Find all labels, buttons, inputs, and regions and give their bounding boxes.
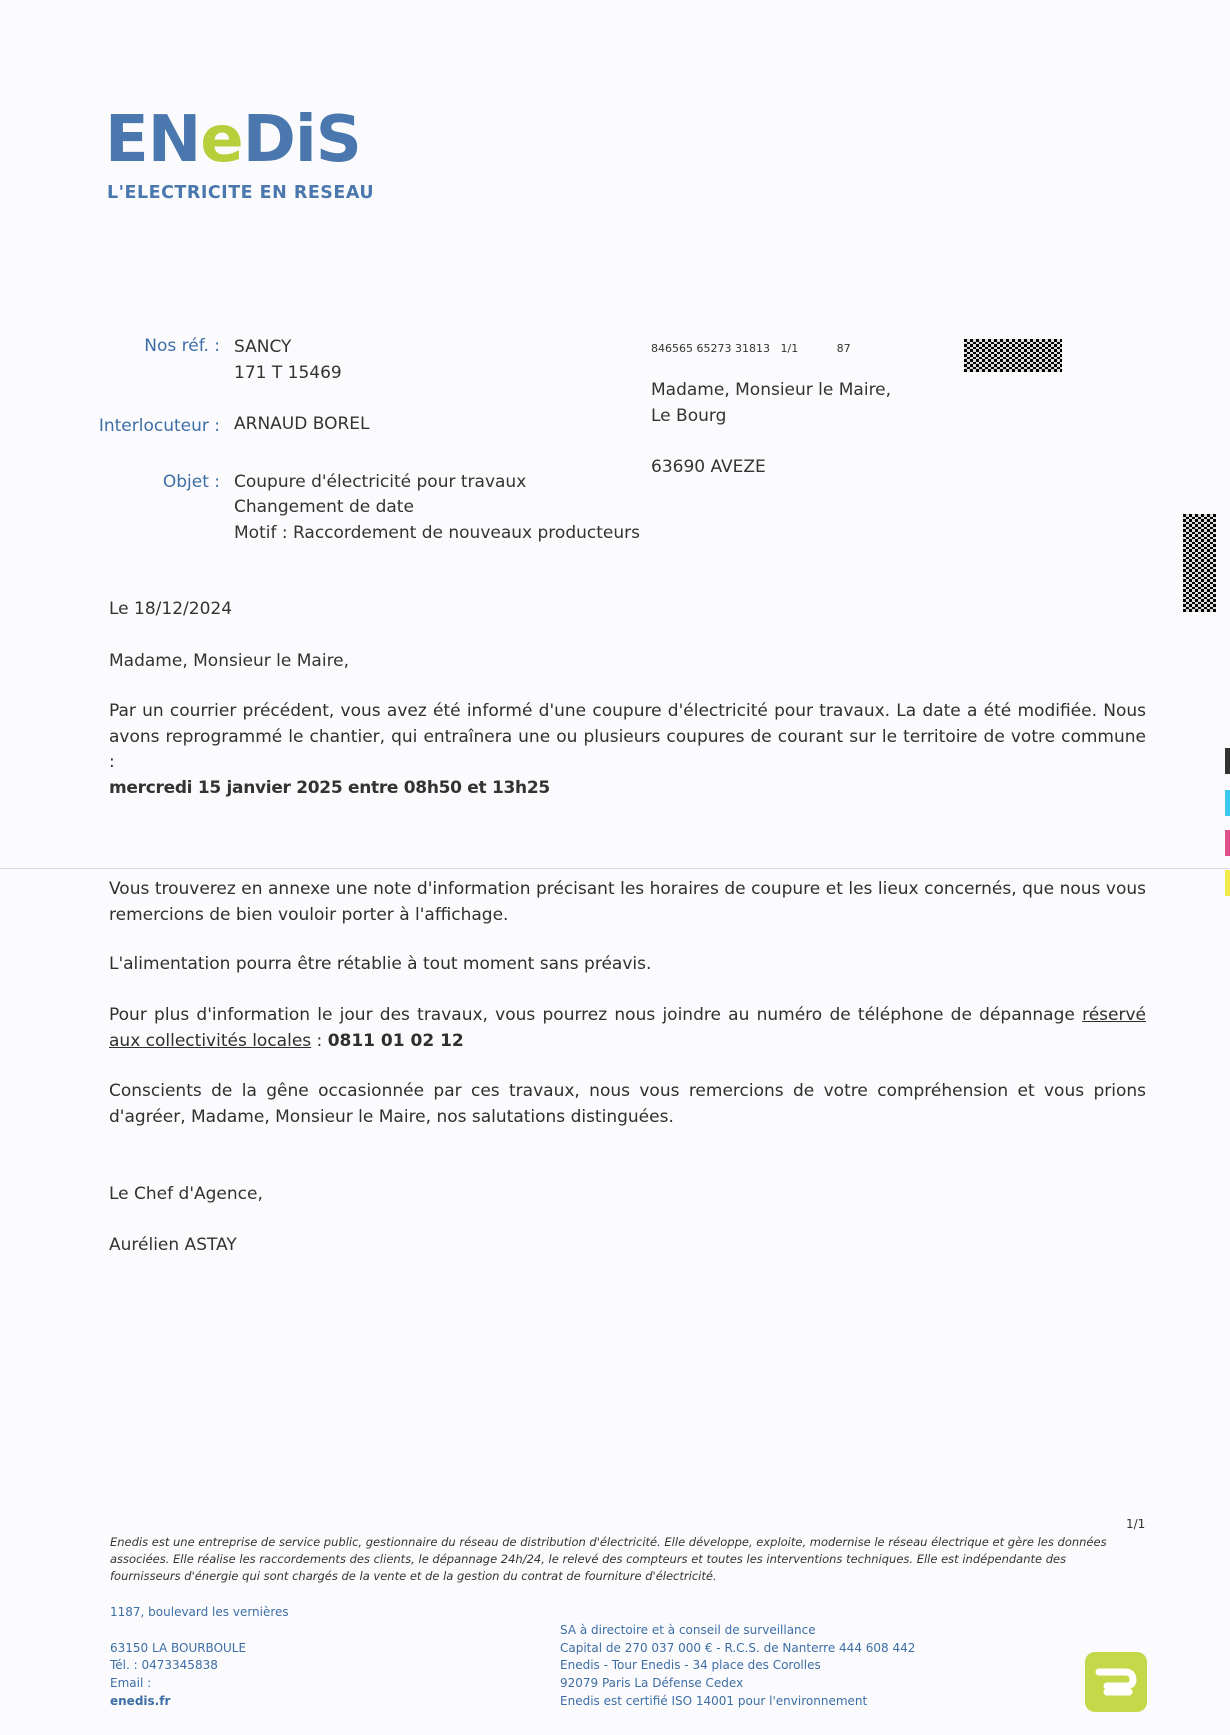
- mailing-code-num: 87: [836, 342, 851, 355]
- corp-line2: Capital de 270 037 000 € - R.C.S. de Nanterre 444 608 442: [560, 1641, 916, 1655]
- corp-line5: Enedis est certifié ISO 14001 pour l'environnement: [560, 1694, 868, 1708]
- logo-text-mid: e: [200, 103, 243, 177]
- printer-mark-black: [1225, 748, 1230, 774]
- printer-mark-yellow: [1225, 870, 1230, 896]
- address-line2: 63150 LA BOURBOULE: [110, 1641, 247, 1655]
- logo-text-left: EN: [105, 103, 201, 177]
- corp-line1: SA à directoire et à conseil de surveillance: [560, 1623, 816, 1637]
- mailing-code-page: 1/1: [780, 342, 799, 355]
- outage-date: mercredi 15 janvier 2025 entre 08h50 et 13h25: [109, 778, 550, 798]
- phone-number: 0811 01 02 12: [327, 1030, 464, 1051]
- contact-value: ARNAUD BOREL: [234, 414, 370, 434]
- subject-line2: Changement de date: [234, 497, 414, 517]
- paragraph-3: L'alimentation pourra être rétablie à tout moment sans préavis.: [109, 954, 652, 974]
- address-line1: 1187, boulevard les vernières: [110, 1605, 289, 1619]
- mailing-code: [651, 342, 851, 355]
- logo-text-right: DiS: [242, 103, 361, 177]
- contact-label: Interlocuteur :: [98, 416, 220, 436]
- paragraph-1: Par un courrier précédent, vous avez été informé d'une coupure d'électricité pour travaux. La date a été modifiée. Nous avons reprogrammé le chantier, qui entraînera une ou plusieurs coupures de courant sur le territoire de votre commune :: [109, 701, 1146, 772]
- agency-phone: Tél. : 0473345838: [110, 1658, 218, 1672]
- enedis-logo: [105, 103, 361, 177]
- subject-line3: Motif : Raccordement de nouveaux producteurs: [234, 523, 640, 543]
- paragraph-5: Conscients de la gêne occasionnée par ces travaux, nous vous remercions de votre compréhension et vous prions d'agréer, Madame, Monsieur le Maire, nos salutations distinguées.: [109, 1081, 1146, 1127]
- salutation: Madame, Monsieur le Maire,: [109, 651, 350, 671]
- phone-separator: :: [311, 1030, 328, 1051]
- website-link[interactable]: enedis.fr: [110, 1694, 171, 1708]
- subject-line1: Coupure d'électricité pour travaux: [234, 472, 527, 492]
- refs-line1: SANCY: [234, 337, 292, 357]
- printer-mark-magenta: [1225, 830, 1230, 856]
- paragraph-4: [109, 1003, 1146, 1054]
- letter-date: Le 18/12/2024: [109, 599, 233, 619]
- corp-line3: Enedis - Tour Enedis - 34 place des Corolles: [560, 1658, 821, 1672]
- refs-line2: 171 T 15469: [234, 363, 342, 383]
- refs-label: Nos réf. :: [144, 336, 220, 356]
- page-count: 1/1: [1126, 1517, 1146, 1531]
- subject-label: Objet :: [162, 472, 220, 492]
- agency-email: Email :: [110, 1676, 152, 1690]
- vertical-barcode-icon: [1183, 514, 1216, 612]
- reserved-notice: réservé aux collectivités locales: [109, 1005, 1146, 1051]
- recipient-line3: 63690 AVEZE: [651, 457, 766, 477]
- printer-mark-cyan: [1225, 790, 1230, 816]
- mailing-code-number: 846565 65273 31813: [651, 342, 770, 355]
- signature-title: Le Chef d'Agence,: [109, 1184, 263, 1204]
- logo-tagline: L'ELECTRICITE EN RESEAU: [107, 183, 375, 203]
- datamatrix-barcode-icon: [964, 339, 1062, 372]
- recipient-line1: Madame, Monsieur le Maire,: [651, 380, 892, 400]
- paragraph-4-text: Pour plus d'information le jour des travaux, vous pourrez nous joindre au numéro de téléphone de dépannage: [109, 1005, 1083, 1025]
- recipient-line2: Le Bourg: [651, 406, 727, 426]
- scan-line: [0, 868, 1230, 869]
- enedis-footer-logo-icon: [1085, 1652, 1147, 1712]
- legal-notice: Enedis est une entreprise de service public, gestionnaire du réseau de distribution d'électricité. Elle développe, exploite, modernise le réseau électrique et gère les données associées. Elle réalise les raccordements des clients, le dépannage 24h/24, le relevé des compteurs et toutes les interventions techniques. Elle est indépendante des fournisseurs d'énergie qui sont chargés de la vente et de la gestion du contrat de fourniture d'électricité.: [110, 1535, 1107, 1583]
- signature-name: Aurélien ASTAY: [109, 1235, 237, 1255]
- paragraph-2: Vous trouverez en annexe une note d'information précisant les horaires de coupure et les lieux concernés, que nous vous remercions de bien vouloir porter à l'affichage.: [109, 879, 1146, 925]
- corp-line4: 92079 Paris La Défense Cedex: [560, 1676, 744, 1690]
